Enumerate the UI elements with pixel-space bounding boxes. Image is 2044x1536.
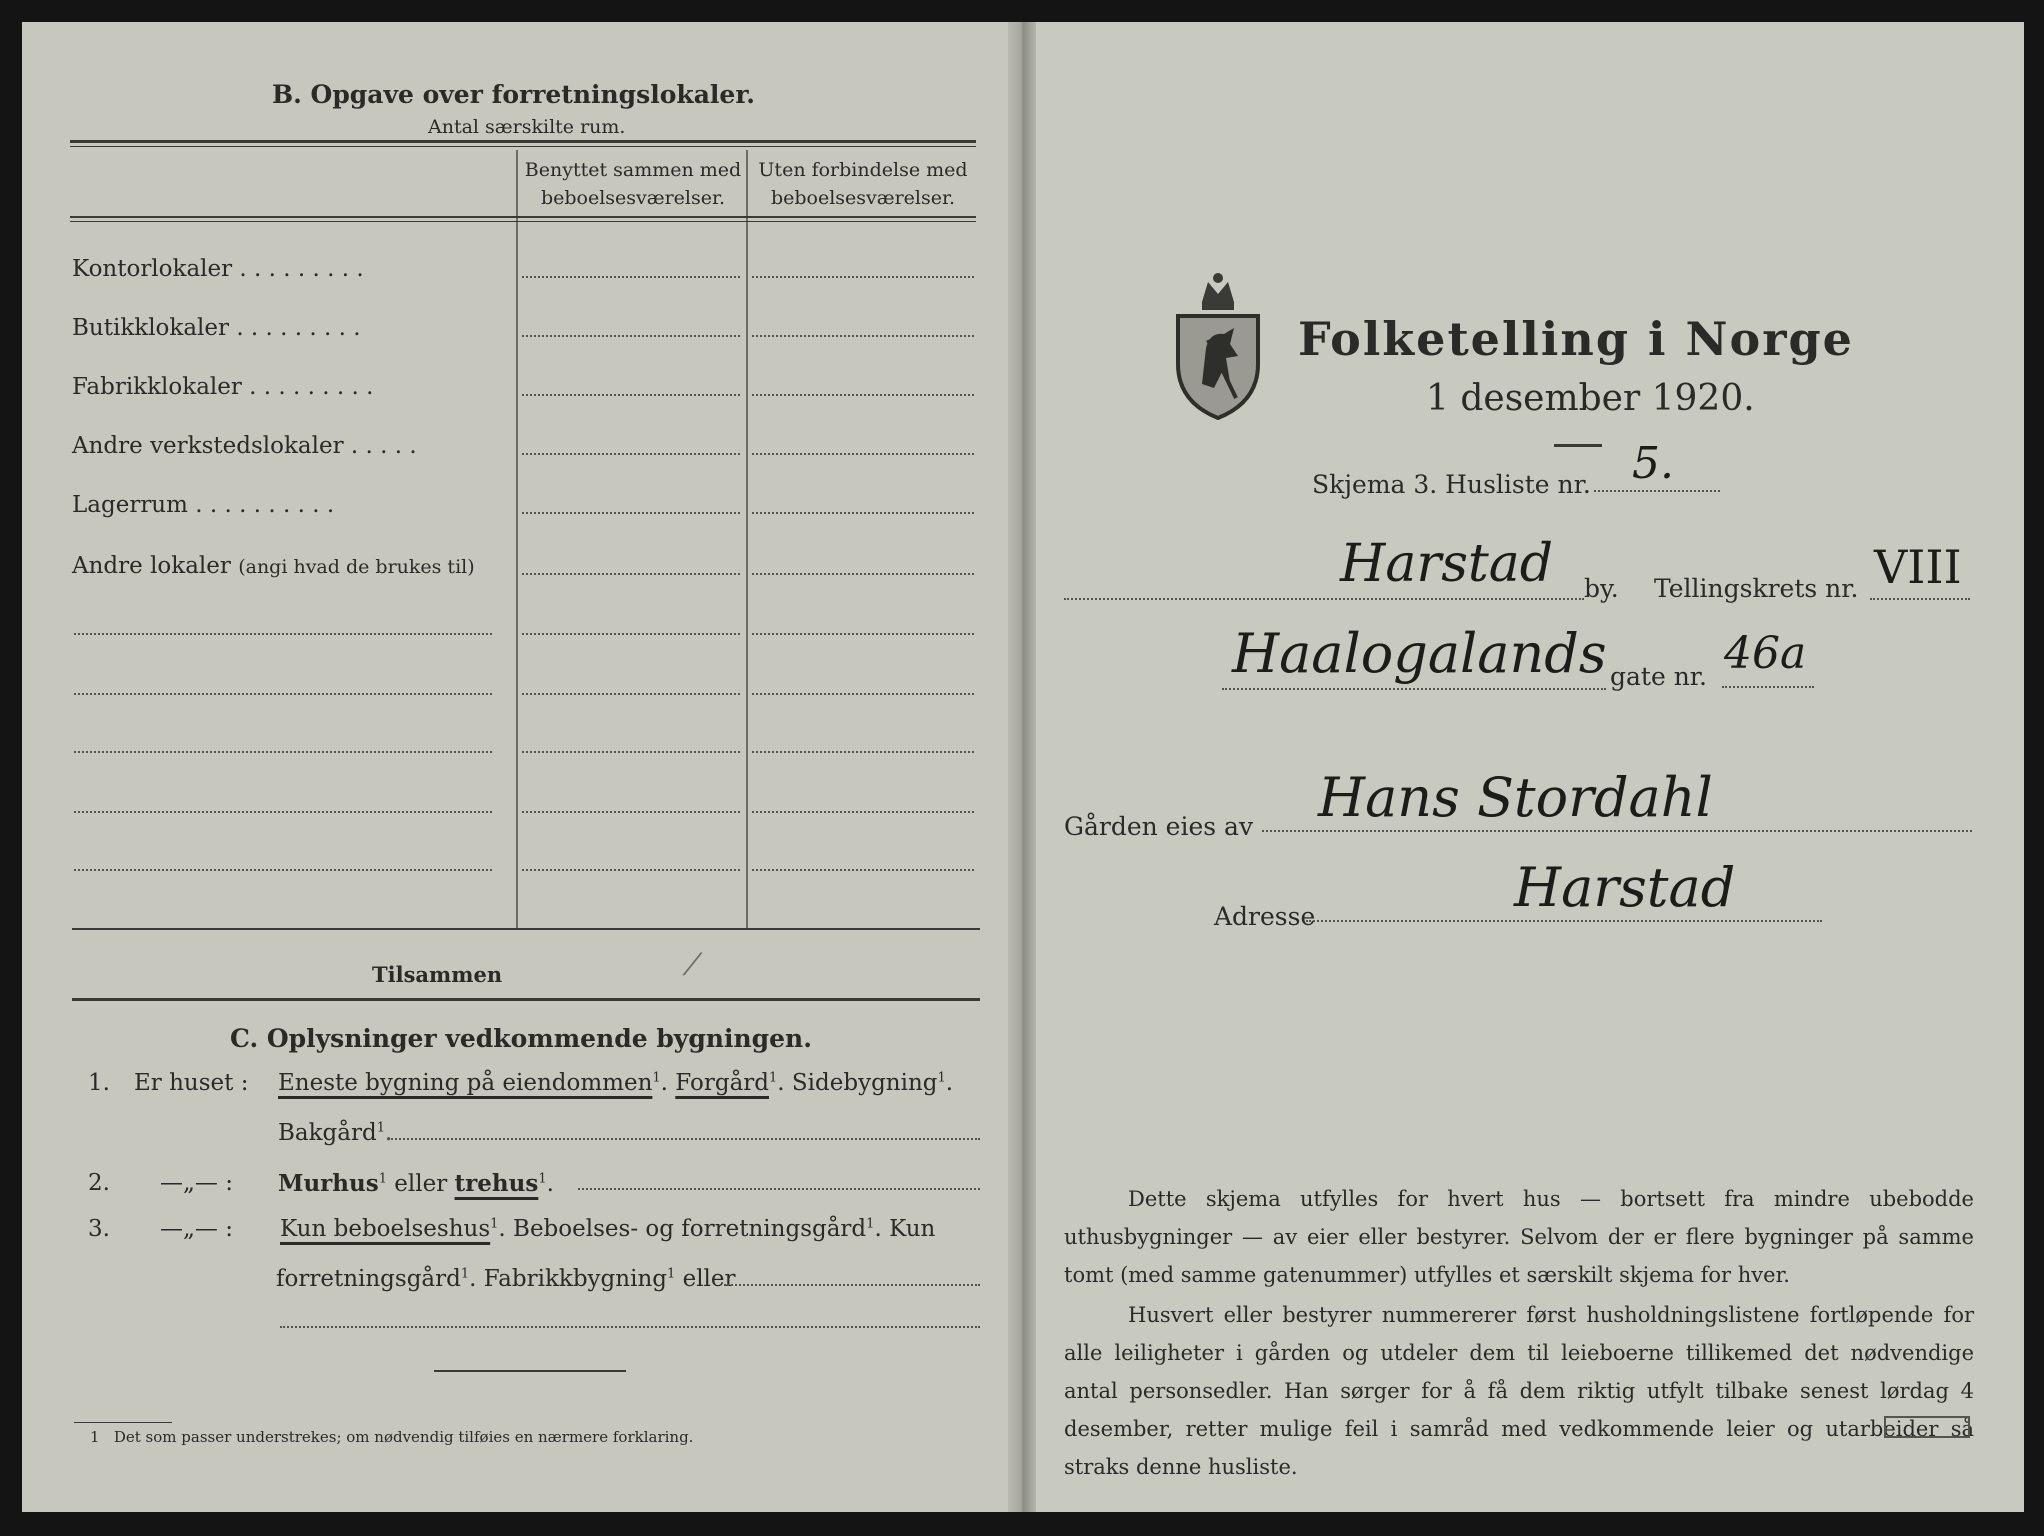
cell-line	[522, 453, 740, 455]
owner-line	[1262, 830, 1972, 832]
item3-number: 3.	[88, 1216, 110, 1242]
col2-header-line1: Uten forbindelse med	[758, 159, 968, 181]
item3-line2: forretningsgård$^1$. Fabrikkbygning$^1$ eller	[276, 1266, 736, 1292]
blank-line	[74, 869, 492, 871]
instructions-paragraph-1: Dette skjema utfylles for hvert hus — bortsett fra mindre ubebodde uthusbygninger — av eier eller bestyrer. Selvom der er flere bygninger på samme tomt (med samme gatenummer) utfylles et særskilt skjema for hver.	[1064, 1187, 1974, 1287]
header-bottom-rule	[70, 216, 976, 218]
gate-number: 46a	[1724, 628, 1807, 679]
cover-date: 1 desember 1920.	[1426, 378, 1755, 419]
col1-header	[522, 156, 744, 212]
husliste-number: 5.	[1632, 438, 1674, 489]
item1-options: Eneste bygning på eiendommen$^1$. Forgård$^1$. Sidebygning$^1$.	[278, 1070, 954, 1096]
cell-line	[522, 512, 740, 514]
footnote-text: Det som passer understrekes; om nødvendig tilføies en nærmere forklaring.	[113, 1428, 694, 1446]
date-underline	[1554, 444, 1602, 447]
footnote-mark: 1	[90, 1428, 100, 1446]
cell-line	[522, 394, 740, 396]
husliste-line	[1594, 490, 1720, 492]
section-c-title: C. Oplysninger vedkommende bygningen.	[230, 1024, 812, 1053]
address-value: Harstad	[1514, 856, 1736, 919]
item2-dash: —„— :	[160, 1170, 233, 1196]
row-label-verksted: Andre verkstedslokaler . . . . .	[72, 433, 417, 459]
address-line	[1306, 920, 1822, 922]
footnote-rule	[74, 1422, 172, 1423]
row-label-butikk: Butikklokaler . . . . . . . . .	[72, 315, 361, 341]
instructions-paragraph-2: Husvert eller bestyrer nummererer først husholdningslistene fortløpende for alle leiligheter i gården og utdeler dem til leieboerne tillikemed det nødvendige antal personsedler. Han sørger for å få dem riktig utfylt tilbake senest lørdag 4 desember, retter mulige feil i samråd med vedkommende leier og utarbeider så straks denne husliste.	[1064, 1303, 1974, 1479]
printer-stamp	[1884, 1416, 1970, 1438]
cell-line	[752, 276, 974, 278]
item3-eller: eller	[682, 1266, 736, 1292]
gate-name-line	[1222, 688, 1606, 690]
cell-line	[522, 335, 740, 337]
col2-header	[752, 156, 974, 212]
cell-line	[522, 869, 740, 871]
section-b-subtitle: Antal særskilte rum.	[428, 116, 626, 138]
total-bottom-rule	[72, 998, 980, 1001]
cover-title: Folketelling i Norge	[1298, 312, 1854, 366]
norway-coat-of-arms-icon	[1172, 272, 1264, 420]
blank-line	[724, 1284, 980, 1286]
item1-line2: Bakgård$^1$.	[278, 1120, 393, 1146]
krets-label: Tellingskrets nr.	[1654, 574, 1859, 603]
cell-line	[752, 693, 974, 695]
item2-options: Murhus$^1$ eller trehus$^1$.	[278, 1170, 554, 1197]
skjema-label: Skjema 3. Husliste nr.	[1312, 470, 1591, 499]
option-forretningsgard: forretningsgård	[276, 1266, 461, 1292]
blank-line	[74, 751, 492, 753]
item3-dash: —„— :	[160, 1216, 233, 1242]
cell-line	[522, 693, 740, 695]
cell-line	[752, 811, 974, 813]
cell-line	[752, 394, 974, 396]
cell-line	[522, 573, 740, 575]
option-kun: Kun	[889, 1216, 936, 1242]
blank-line	[280, 1326, 980, 1328]
by-line	[1064, 598, 1584, 600]
option-beboelses-forretningsgard: Beboelses- og forretningsgård	[513, 1216, 867, 1242]
by-value: Harstad	[1340, 534, 1554, 594]
item3-options: Kun beboelseshus$^1$. Beboelses- og forretningsgård$^1$. Kun	[280, 1216, 936, 1242]
section-b-title: B. Opgave over forretningslokaler.	[272, 80, 755, 109]
col2-header-line2: beboelsesværelser.	[770, 187, 956, 209]
blank-line	[74, 633, 492, 635]
total-top-rule	[72, 928, 980, 930]
blank-line	[388, 1138, 980, 1140]
blank-line	[74, 693, 492, 695]
owner-value: Hans Stordahl	[1318, 766, 1713, 829]
col1-header-line2: beboelsesværelser.	[540, 187, 726, 209]
option-fabrikkbygning: Fabrikkbygning	[483, 1266, 667, 1292]
address-label: Adresse	[1214, 902, 1316, 931]
table-top-rule-thin	[70, 146, 976, 147]
column-divider-2	[746, 150, 748, 930]
gate-nr-line	[1722, 686, 1814, 688]
blank-line	[74, 811, 492, 813]
cell-line	[752, 869, 974, 871]
row-label-andre	[72, 553, 475, 579]
cell-line	[752, 751, 974, 753]
cell-line	[752, 512, 974, 514]
cell-line	[752, 633, 974, 635]
row-label-lager: Lagerrum . . . . . . . . . .	[72, 492, 335, 518]
krets-value: VIII	[1874, 540, 1962, 594]
andre-label: Andre lokaler	[72, 553, 231, 579]
option-kun-beboelseshus: Kun beboelseshus	[280, 1216, 491, 1242]
row-label-kontor: Kontorlokaler . . . . . . . . .	[72, 256, 364, 282]
option-sidebygning: Sidebygning	[791, 1070, 938, 1096]
pencil-mark: ⁄	[690, 948, 696, 983]
cell-line	[752, 453, 974, 455]
section-end-rule	[434, 1370, 626, 1372]
blank-line	[578, 1188, 980, 1190]
option-murhus: Murhus	[278, 1170, 379, 1197]
table-top-rule	[70, 140, 976, 143]
cell-line	[522, 811, 740, 813]
cell-line	[522, 633, 740, 635]
item2-number: 2.	[88, 1170, 110, 1196]
page-fold	[1008, 22, 1036, 1512]
andre-note: (angi hvad de brukes til)	[238, 556, 475, 578]
by-label: by.	[1584, 574, 1619, 603]
item1-number: 1.	[88, 1070, 110, 1096]
gate-label: gate nr.	[1610, 662, 1707, 691]
gate-name: Haalogalands	[1232, 622, 1607, 685]
footnote	[90, 1428, 693, 1446]
option-trehus: trehus	[454, 1170, 539, 1197]
header-bottom-rule-thin	[70, 221, 976, 222]
item1-label: Er huset :	[134, 1070, 249, 1096]
krets-line	[1870, 598, 1970, 600]
option-forgard: Forgård	[675, 1070, 769, 1096]
col1-header-line1: Benyttet sammen med	[524, 159, 742, 181]
item2-eller: eller	[394, 1171, 448, 1197]
cell-line	[522, 751, 740, 753]
cell-line	[752, 335, 974, 337]
option-bakgard: Bakgård	[278, 1120, 377, 1146]
cell-line	[522, 276, 740, 278]
row-label-fabrikk: Fabrikklokaler . . . . . . . . .	[72, 374, 374, 400]
option-eneste-bygning: Eneste bygning på eiendommen	[278, 1070, 653, 1096]
total-label: Tilsammen	[372, 962, 503, 987]
cell-line	[752, 573, 974, 575]
column-divider-1	[516, 150, 518, 930]
owner-label: Gården eies av	[1064, 812, 1254, 841]
